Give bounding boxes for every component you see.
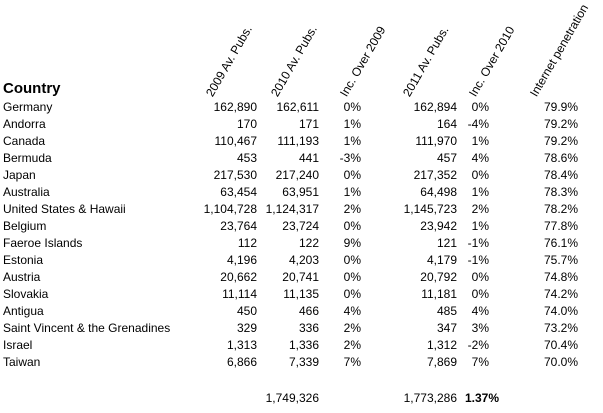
- cell-country: Bermuda: [3, 151, 52, 165]
- cell-inc-over-2009: 0%: [343, 287, 361, 301]
- cell-internet-penetration: 79.2%: [543, 117, 578, 131]
- cell-internet-penetration: 78.3%: [543, 185, 578, 199]
- cell-2011-av-pubs: 485: [436, 304, 457, 318]
- cell-inc-over-2009: 1%: [343, 185, 361, 199]
- cell-inc-over-2010: 0%: [471, 270, 489, 284]
- cell-2010-av-pubs: 162,611: [276, 100, 319, 114]
- cell-2010-av-pubs: 217,240: [275, 168, 319, 182]
- cell-2010-av-pubs: 111,193: [277, 134, 319, 148]
- cell-2009-av-pubs: 1,313: [226, 338, 257, 352]
- header-internet-penetration: Internet penetration: [527, 1, 592, 99]
- cell-2009-av-pubs: 110,467: [214, 134, 257, 148]
- table-row: [0, 320, 603, 337]
- cell-inc-over-2009: 0%: [343, 100, 361, 114]
- cell-country: Belgium: [3, 219, 47, 233]
- cell-inc-over-2009: -3%: [339, 151, 361, 165]
- header-inc-over-2010: Inc. Over 2010: [466, 23, 518, 100]
- cell-2011-av-pubs: 11,181: [421, 287, 457, 301]
- table-row: [0, 133, 603, 150]
- cell-internet-penetration: 74.8%: [543, 270, 578, 284]
- cell-inc-over-2009: 0%: [343, 219, 361, 233]
- cell-2010-av-pubs: 336: [298, 321, 319, 335]
- cell-2010-av-pubs: 23,724: [282, 219, 319, 233]
- table-row: [0, 354, 603, 371]
- cell-2009-av-pubs: 170: [236, 117, 257, 131]
- cell-internet-penetration: 74.2%: [543, 287, 578, 301]
- header-country: Country: [3, 80, 61, 97]
- cell-inc-over-2010: -1%: [467, 253, 489, 267]
- cell-inc-over-2010: 1%: [471, 185, 489, 199]
- cell-inc-over-2010: 3%: [471, 321, 489, 335]
- table-row: [0, 116, 603, 133]
- cell-2009-av-pubs: 4,196: [226, 253, 257, 267]
- cell-country: Estonia: [3, 253, 44, 267]
- cell-internet-penetration: 75.7%: [543, 253, 578, 267]
- cell-2009-av-pubs: 23,764: [220, 219, 257, 233]
- cell-2011-av-pubs: 7,869: [426, 355, 457, 369]
- cell-2011-av-pubs: 64,498: [420, 185, 457, 199]
- cell-2009-av-pubs: 1,104,728: [203, 202, 257, 216]
- cell-inc-over-2010: -2%: [467, 338, 489, 352]
- cell-internet-penetration: 78.2%: [543, 202, 578, 216]
- cell-2010-av-pubs: 4,203: [288, 253, 319, 267]
- cell-inc-over-2009: 1%: [343, 134, 361, 148]
- cell-2009-av-pubs: 162,890: [213, 100, 257, 114]
- cell-country: Andorra: [3, 117, 46, 131]
- cell-country: Germany: [3, 100, 53, 114]
- cell-2010-av-pubs: 11,135: [283, 287, 319, 301]
- cell-internet-penetration: 74.0%: [543, 304, 578, 318]
- table-row: [0, 99, 603, 116]
- cell-country: Canada: [3, 134, 46, 148]
- cell-2010-av-pubs: 122: [298, 236, 319, 250]
- table-row: [0, 150, 603, 167]
- table-row: [0, 218, 603, 235]
- cell-2009-av-pubs: 6,866: [226, 355, 257, 369]
- cell-2011-av-pubs: 1,145,723: [403, 202, 457, 216]
- cell-internet-penetration: 77.8%: [543, 219, 578, 233]
- cell-inc-over-2009: 0%: [343, 168, 361, 182]
- cell-2009-av-pubs: 63,454: [220, 185, 257, 199]
- cell-2009-av-pubs: 450: [236, 304, 257, 318]
- cell-inc-over-2010: 1%: [471, 134, 489, 148]
- cell-country: Israel: [3, 338, 33, 352]
- cell-country: Faeroe Islands: [3, 236, 83, 250]
- cell-country: Australia: [3, 185, 50, 199]
- cell-inc-over-2010: 4%: [471, 304, 489, 318]
- cell-inc-over-2010: 2%: [471, 202, 489, 216]
- header-2010-av-pubs: 2010 Av. Pubs.: [268, 23, 320, 100]
- cell-country: Austria: [3, 270, 41, 284]
- cell-inc-over-2010: 7%: [471, 355, 489, 369]
- total-inc-over-2010: 1.37%: [464, 391, 499, 405]
- cell-inc-over-2009: 7%: [343, 355, 361, 369]
- cell-inc-over-2010: 0%: [471, 100, 489, 114]
- cell-internet-penetration: 76.1%: [543, 236, 578, 250]
- cell-2011-av-pubs: 4,179: [426, 253, 457, 267]
- cell-2009-av-pubs: 11,114: [222, 287, 257, 301]
- cell-2011-av-pubs: 20,792: [420, 270, 457, 284]
- header-2011-av-pubs: 2011 Av. Pubs.: [400, 23, 452, 99]
- cell-country: Slovakia: [3, 287, 49, 301]
- total-2010: 1,749,326: [265, 391, 319, 405]
- cell-inc-over-2009: 4%: [343, 304, 361, 318]
- cell-2011-av-pubs: 457: [436, 151, 457, 165]
- cell-inc-over-2010: -1%: [467, 236, 489, 250]
- table-row: [0, 201, 603, 218]
- header-2009-av-pubs: 2009 Av. Pubs.: [203, 23, 255, 100]
- cell-inc-over-2009: 0%: [343, 253, 361, 267]
- table-row: [0, 337, 603, 354]
- cell-2010-av-pubs: 441: [298, 151, 319, 165]
- cell-2011-av-pubs: 217,352: [413, 168, 457, 182]
- cell-2010-av-pubs: 1,336: [288, 338, 319, 352]
- cell-internet-penetration: 79.9%: [543, 100, 578, 114]
- cell-inc-over-2010: 4%: [471, 151, 489, 165]
- cell-2010-av-pubs: 7,339: [288, 355, 319, 369]
- cell-country: United States & Hawaii: [3, 202, 126, 216]
- cell-internet-penetration: 78.6%: [543, 151, 578, 165]
- cell-2011-av-pubs: 162,894: [413, 100, 457, 114]
- cell-2011-av-pubs: 164: [436, 117, 457, 131]
- cell-inc-over-2009: 0%: [343, 270, 361, 284]
- table-row: [0, 235, 603, 252]
- header-inc-over-2009: Inc. Over 2009: [337, 23, 389, 100]
- table-row: [0, 252, 603, 269]
- cell-country: Antigua: [3, 304, 44, 318]
- cell-2009-av-pubs: 217,530: [213, 168, 257, 182]
- cell-inc-over-2009: 2%: [343, 338, 361, 352]
- cell-2010-av-pubs: 171: [298, 117, 319, 131]
- cell-country: Saint Vincent & the Grenadines: [3, 321, 171, 335]
- cell-internet-penetration: 79.2%: [543, 134, 578, 148]
- totals-row: [0, 390, 603, 407]
- table-row: [0, 269, 603, 286]
- cell-inc-over-2010: 0%: [471, 168, 489, 182]
- cell-country: Taiwan: [3, 355, 41, 369]
- cell-2009-av-pubs: 20,662: [220, 270, 257, 284]
- cell-inc-over-2009: 2%: [343, 321, 361, 335]
- cell-2010-av-pubs: 1,124,317: [265, 202, 319, 216]
- cell-internet-penetration: 73.2%: [543, 321, 578, 335]
- cell-country: Japan: [3, 168, 36, 182]
- cell-inc-over-2010: -4%: [467, 117, 489, 131]
- cell-internet-penetration: 70.4%: [543, 338, 578, 352]
- cell-2009-av-pubs: 112: [237, 236, 257, 250]
- cell-inc-over-2009: 2%: [343, 202, 361, 216]
- cell-2010-av-pubs: 466: [298, 304, 319, 318]
- table-row: [0, 303, 603, 320]
- cell-inc-over-2010: 0%: [471, 287, 489, 301]
- cell-internet-penetration: 70.0%: [543, 355, 578, 369]
- cell-inc-over-2009: 1%: [343, 117, 361, 131]
- cell-2009-av-pubs: 453: [236, 151, 257, 165]
- cell-2010-av-pubs: 63,951: [282, 185, 319, 199]
- cell-2011-av-pubs: 121: [436, 236, 457, 250]
- cell-2011-av-pubs: 23,942: [420, 219, 457, 233]
- table-row: [0, 286, 603, 303]
- cell-2009-av-pubs: 329: [236, 321, 257, 335]
- total-2011: 1,773,286: [403, 391, 457, 405]
- cell-2011-av-pubs: 111,970: [415, 134, 457, 148]
- cell-2011-av-pubs: 1,312: [426, 338, 457, 352]
- table-row: [0, 184, 603, 201]
- cell-inc-over-2010: 1%: [471, 219, 489, 233]
- cell-inc-over-2009: 9%: [343, 236, 361, 250]
- cell-2011-av-pubs: 347: [436, 321, 457, 335]
- table-row: [0, 167, 603, 184]
- cell-2010-av-pubs: 20,741: [282, 270, 319, 284]
- cell-internet-penetration: 78.4%: [543, 168, 578, 182]
